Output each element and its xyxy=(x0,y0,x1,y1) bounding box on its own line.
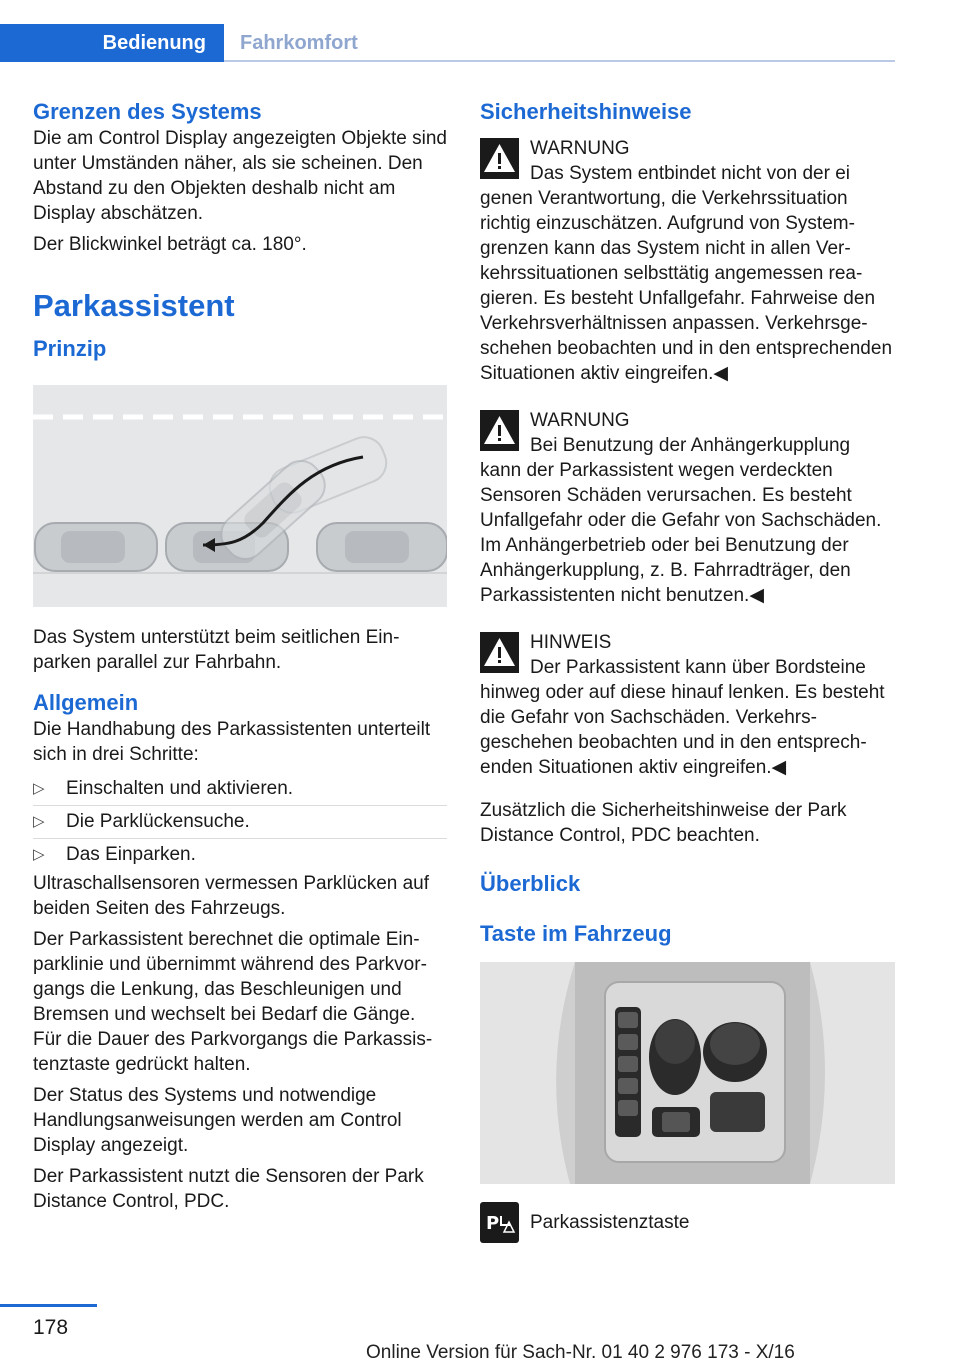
overview-heading: Überblick xyxy=(480,871,581,896)
triangle-bullet-icon: ▷ xyxy=(33,846,45,863)
triangle-bullet-icon: ▷ xyxy=(33,813,45,830)
sensors-paragraph: Ultraschallsensoren vermessen Parklücken auf beiden Seiten des Fahrzeugs. xyxy=(33,873,430,919)
status-paragraph: Der Status des Systems und notwendige Handlungsanweisungen werden am Control Display angezeigt. xyxy=(33,1085,402,1156)
key-label: Parkassistenztaste xyxy=(530,1212,690,1233)
pdc-paragraph: Der Parkassistent nutzt die Sensoren der Park Distance Control, PDC. xyxy=(33,1166,424,1212)
limits-paragraph-2: Der Blickwinkel beträgt ca. 180°. xyxy=(33,234,307,255)
principle-text: Das System unterstützt beim seitlichen Einparken parallel zur Fahrbahn. xyxy=(33,627,400,673)
list-item: ▷ Das Einparken. xyxy=(33,844,196,865)
parked-car-right xyxy=(317,523,447,571)
limits-paragraph-1: Die am Control Display angezeigten Objekte sind unter Umständen näher, als sie scheinen. Den Abstand zu den Objekten deshalb nicht am Display abschätzen. xyxy=(33,128,447,224)
warning-block-1 xyxy=(480,136,895,386)
calculation-paragraph: Der Parkassistent berechnet die optimale Einparklinie und übernimmt während des Parkvorgangs die Lenkung, das Beschleunigen und Bremsen und wechselt bei Bedarf die Gänge. Für die Dauer des Parkvorgangs die Parkassistenztaste gedrückt halten. xyxy=(33,929,433,1075)
warning-triangle-icon xyxy=(480,138,519,179)
note-label: HINWEIS xyxy=(530,632,612,653)
section-title: Parkassistent xyxy=(33,288,235,323)
note-text: Der Parkassistent kann über Bordsteine hinweg oder auf diese hinauf lenken. Es besteht die Gefahr von Sachschäden. Verkehrsgeschehen beobachten und in den entsprechenden Situationen aktiv eingreifen.◀ xyxy=(480,657,885,778)
tab-fahrkomfort[interactable]: Fahrkomfort xyxy=(240,31,358,54)
left-column xyxy=(33,98,447,1214)
warning-triangle-icon xyxy=(480,410,519,451)
warning-2-text: Bei Benutzung der Anhängerkupplung kann der Parkassistent wegen verdeckten Sensoren Schäden verursachen. Es besteht Unfallgefahr oder die Gefahr von Sachschäden. Im Anhängerbetrieb oder bei Benutzung der Anhängerkupplung, z. B. Fahrradträger, den Parkassistenten nicht benutzen.◀ xyxy=(480,435,882,606)
parking-diagram-svg xyxy=(33,385,447,607)
console-illustration-svg xyxy=(480,962,895,1184)
tab-bedienung[interactable]: Bedienung xyxy=(0,24,224,62)
list-item: ▷ Die Parklückensuche. xyxy=(33,806,447,839)
online-version: Online Version für Sach-Nr. 01 40 2 976 173 - X/16 xyxy=(366,1342,795,1362)
limits-heading: Grenzen des Systems xyxy=(33,99,262,124)
general-intro: Die Handhabung des Parkassistenten unterteilt sich in drei Schritte: xyxy=(33,719,431,765)
warning-2-label: WARNUNG xyxy=(530,410,630,431)
warning-triangle-icon xyxy=(480,632,519,673)
chapter-header xyxy=(0,24,895,64)
park-assist-key-icon xyxy=(480,1202,519,1243)
list-item: ▷ Einschalten und aktivieren. xyxy=(33,773,447,806)
extra-safety-text: Zusätzlich die Sicherheitshinweise der Park Distance Control, PDC beachten. xyxy=(480,800,847,846)
safety-heading: Sicherheitshinweise xyxy=(480,99,692,124)
right-column xyxy=(480,98,895,1243)
warning-block-2 xyxy=(480,408,895,608)
principle-heading: Prinzip xyxy=(33,336,107,361)
parked-car-left xyxy=(35,523,157,571)
general-heading: Allgemein xyxy=(33,690,139,715)
warning-1-label: WARNUNG xyxy=(530,138,630,159)
triangle-bullet-icon: ▷ xyxy=(33,780,45,797)
parking-principle-illustration xyxy=(33,385,447,607)
warning-1-text: Das System entbindet nicht von der ei genen Verantwortung, die Verkehrssituation richtig einzuschätzen. Aufgrund von Systemgrenzen kann das System nicht in allen Verkehrssituationen selbsttätig angemessen reagieren. Es besteht Unfallgefahr. Fahrweise den Verkehrsverhältnissen anpassen. Verkehrsgeschehen beobachten und in den entsprechenden Situationen aktiv eingreifen.◀ xyxy=(480,163,893,384)
button-heading: Taste im Fahrzeug xyxy=(480,921,672,946)
note-block xyxy=(480,630,895,780)
svg-text:P: P xyxy=(486,1213,500,1234)
page-number: 178 xyxy=(33,1316,69,1339)
steps-list xyxy=(33,773,447,871)
header-divider xyxy=(224,60,895,62)
key-legend xyxy=(480,1202,895,1243)
center-console-photo xyxy=(480,962,895,1184)
footer-accent-line xyxy=(0,1304,97,1307)
